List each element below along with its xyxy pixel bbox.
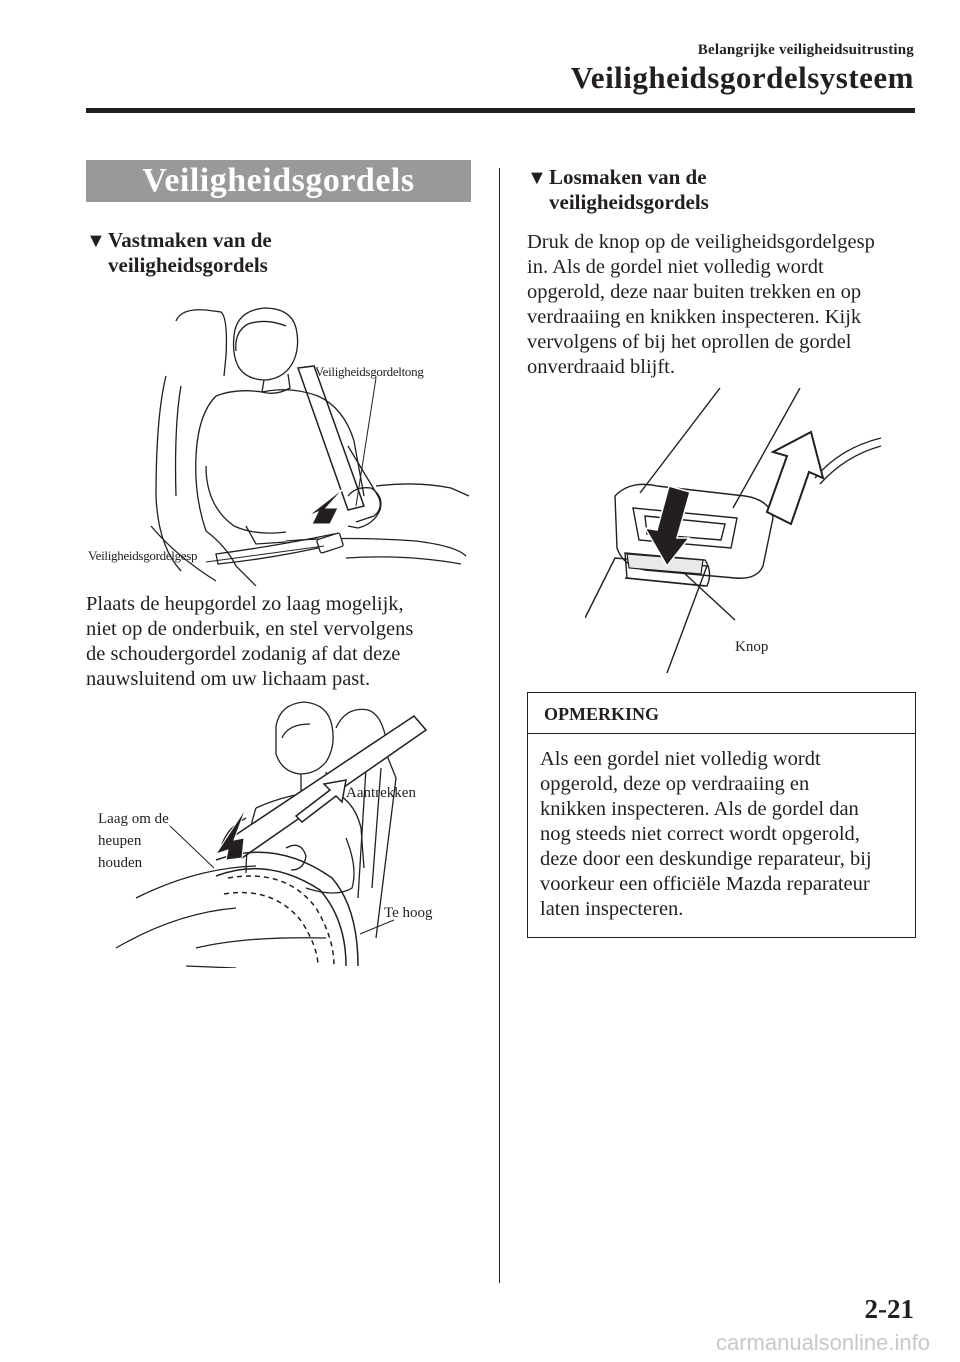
note-title: OPMERKING bbox=[544, 704, 659, 724]
figure-buckle-release bbox=[585, 388, 885, 673]
note-text: Als een gordel niet volledig wordt opgerold, deze op verdraaiing en knikken inspecteren. Als de gordel dan nog steeds niet correct wordt opgerold, deze door een deskundige reparateur, bij voorkeur een officiële Mazda reparateur laten inspecteren. bbox=[540, 748, 872, 920]
label-keep-low: Laag om de heupen houden bbox=[98, 811, 169, 871]
header-rule bbox=[86, 108, 915, 113]
watermark: carmanualsonline.info bbox=[715, 1330, 930, 1355]
figure-lap-belt-position bbox=[96, 698, 451, 968]
paragraph-fasten: Plaats de heupgordel zo laag mogelijk, niet op de onderbuik, en stel vervolgens de schoudergordel zodanig af dat deze nauwsluitend om uw lichaam past. bbox=[86, 593, 414, 690]
page-number: 2-21 bbox=[864, 1294, 914, 1324]
note-header bbox=[528, 693, 915, 734]
note-box bbox=[527, 692, 916, 938]
page-banner: Veiligheidsgordels bbox=[86, 160, 471, 202]
subheading-release: ▼ Losmaken van de veiligheidsgordels bbox=[527, 165, 709, 214]
label-tighten: Aantrekken bbox=[346, 785, 416, 801]
triangle-icon: ▼ bbox=[527, 167, 547, 189]
label-belt-tongue: Veiligheidsgordeltong bbox=[315, 364, 424, 379]
column-divider bbox=[499, 168, 500, 1283]
label-belt-buckle: Veiligheidsgordelgesp bbox=[88, 548, 198, 563]
section-title: Veiligheidsgordelsysteem bbox=[570, 60, 914, 95]
paragraph-release: Druk de knop op de veiligheidsgordelgesp in. Als de gordel niet volledig wordt opgerold, deze naar buiten trekken en op verdraaiing en knikken inspecteren. Kijk vervolgens of bij het oprollen de gordel onverdraaid blijft. bbox=[527, 231, 875, 378]
section-subtitle: Belangrijke veiligheidsuitrusting bbox=[697, 42, 914, 58]
subheading-fasten: ▼ Vastmaken van de veiligheidsgordels bbox=[86, 228, 272, 277]
fasten-illustration bbox=[86, 296, 471, 586]
label-button: Knop bbox=[735, 639, 769, 655]
label-too-high: Te hoog bbox=[384, 905, 433, 921]
figure-fasten-belt bbox=[86, 296, 471, 586]
triangle-icon: ▼ bbox=[86, 230, 106, 252]
buckle-illustration bbox=[585, 388, 885, 673]
